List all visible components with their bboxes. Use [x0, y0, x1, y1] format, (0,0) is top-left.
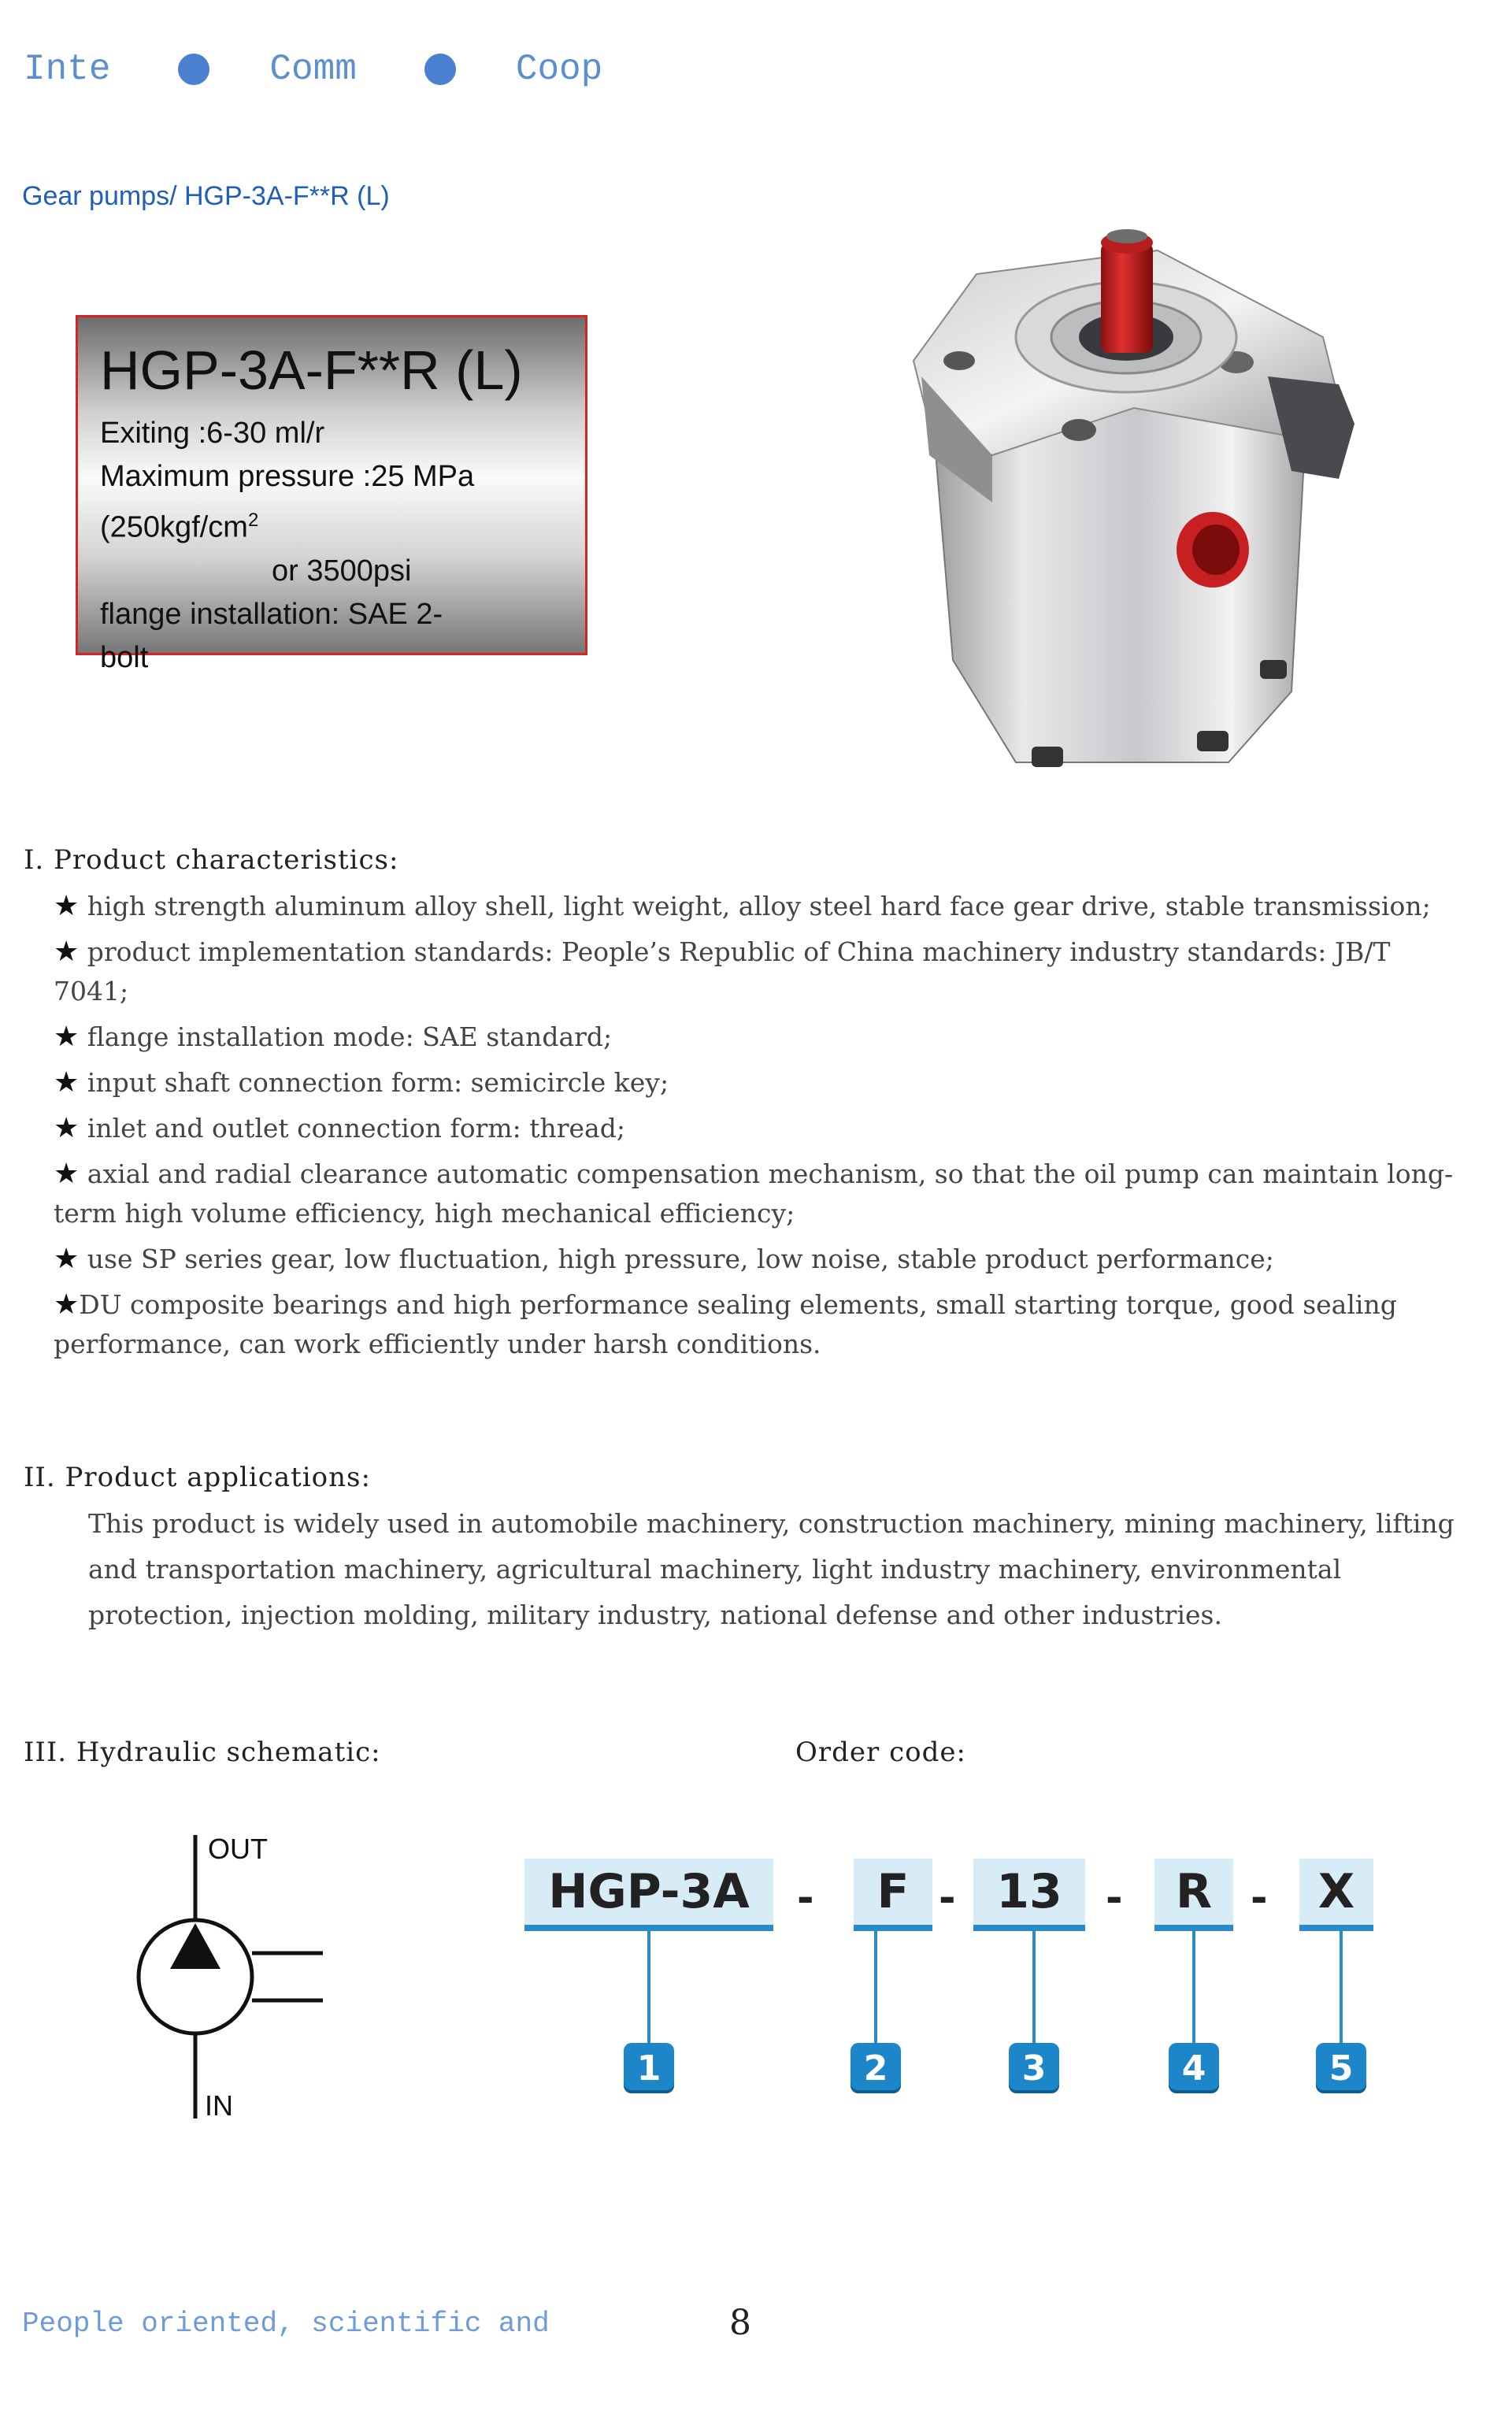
spec-flange: flange installation: SAE 2- — [100, 597, 443, 631]
page-number: 8 — [729, 2303, 751, 2343]
star-icon: ★ — [54, 1112, 80, 1144]
list-item-text: flange installation mode: SAE standard; — [87, 1021, 613, 1052]
list-item — [54, 1240, 1471, 1279]
spec-title: HGP-3A-F**R (L) — [100, 339, 523, 401]
list-item — [54, 1063, 1471, 1103]
flow-arrow-icon — [170, 1923, 220, 1969]
star-icon: ★ — [54, 1288, 80, 1321]
code-separator: - — [939, 1874, 956, 1922]
spec-pressure-psi: or 3500psi — [272, 554, 412, 588]
characteristics-title: I. Product characteristics: — [24, 844, 399, 876]
index-badge-2: 2 — [850, 2043, 901, 2093]
star-icon: ★ — [54, 1243, 80, 1275]
bullet-dot-icon — [178, 54, 209, 85]
nav-item-inte[interactable]: Inte — [24, 49, 111, 90]
in-label: IN — [205, 2089, 233, 2122]
star-icon: ★ — [54, 1066, 80, 1099]
list-item — [54, 887, 1471, 926]
connector-line — [1032, 1931, 1036, 2051]
code-segment-option: X — [1299, 1859, 1373, 1931]
connector-line — [1192, 1931, 1195, 2051]
index-badge-3: 3 — [1009, 2043, 1059, 2093]
code-separator: - — [797, 1874, 814, 1922]
spec-pressure-sup: 2 — [247, 510, 259, 531]
list-item — [54, 1155, 1471, 1233]
code-separator: - — [1251, 1874, 1268, 1922]
spec-box — [76, 315, 587, 674]
list-item-text: product implementation standards: People’s Republic of China machinery industry standards: JB/T 7041; — [54, 936, 1391, 1006]
top-nav — [24, 49, 602, 90]
list-item — [54, 932, 1471, 1011]
breadcrumb: Gear pumps/ HGP-3A-F**R (L) — [22, 181, 390, 211]
star-icon: ★ — [54, 936, 80, 968]
applications-text: This product is widely used in automobile machinery, construction machinery, mining machinery, lifting and transportation machinery, agricultural machinery, light industry machinery, environmental protection, injection molding, military industry, national defense and other industries. — [88, 1508, 1455, 1630]
nav-item-comm[interactable]: Comm — [269, 49, 357, 90]
connector-line — [1340, 1931, 1343, 2051]
list-item — [54, 1018, 1471, 1057]
code-segment-model: HGP-3A — [524, 1859, 773, 1931]
index-badge-1: 1 — [624, 2043, 674, 2093]
star-icon: ★ — [54, 890, 80, 922]
code-segment-displacement: 13 — [973, 1859, 1085, 1931]
list-item-text: inlet and outlet connection form: thread; — [87, 1113, 625, 1144]
spec-max-pressure: Maximum pressure :25 MPa — [100, 460, 475, 493]
list-item-text: input shaft connection form: semicircle key; — [87, 1067, 669, 1098]
list-item-text: DU composite bearings and high performance sealing elements, small starting torque, good sealing performance, can work efficiently under harsh conditions. — [54, 1289, 1397, 1359]
list-item-text: high strength aluminum alloy shell, light weight, alloy steel hard face gear drive, stable transmission; — [87, 891, 1431, 921]
order-code-title: Order code: — [795, 1737, 966, 1768]
spec-flange-cont: bolt — [100, 640, 149, 674]
code-segment-type: F — [854, 1859, 932, 1931]
applications-title: II. Product applications: — [24, 1462, 371, 1493]
code-separator: - — [1106, 1874, 1123, 1922]
index-badge-4: 4 — [1169, 2043, 1219, 2093]
list-item — [54, 1109, 1471, 1148]
gear-pump-image — [898, 219, 1370, 770]
characteristics-list — [54, 887, 1471, 1370]
footer-slogan: People oriented, scientific and — [22, 2308, 550, 2340]
hydraulic-title: III. Hydraulic schematic: — [24, 1737, 381, 1768]
bullet-dot-icon — [424, 54, 456, 85]
star-icon: ★ — [54, 1158, 80, 1190]
spec-pressure-kgf — [100, 499, 585, 550]
order-code-diagram — [524, 1859, 1454, 2119]
hydraulic-schematic-diagram — [126, 1835, 346, 2126]
connector-line — [647, 1931, 650, 2051]
nav-item-coop[interactable]: Coop — [515, 49, 603, 90]
code-segment-rotation: R — [1154, 1859, 1233, 1931]
list-item-text: axial and radial clearance automatic compensation mechanism, so that the oil pump can maintain long-term high volume efficiency, high mechanical efficiency; — [54, 1158, 1454, 1229]
spec-displacement: Exiting :6-30 ml/r — [100, 417, 325, 450]
index-badge-5: 5 — [1316, 2043, 1366, 2093]
spec-pressure-kgf-text: (250kgf/cm — [100, 510, 248, 544]
connector-line — [874, 1931, 877, 2051]
out-label: OUT — [208, 1833, 268, 1865]
list-item-text: use SP series gear, low fluctuation, high pressure, low noise, stable product performance; — [87, 1244, 1274, 1274]
list-item — [54, 1285, 1471, 1364]
star-icon: ★ — [54, 1021, 80, 1053]
